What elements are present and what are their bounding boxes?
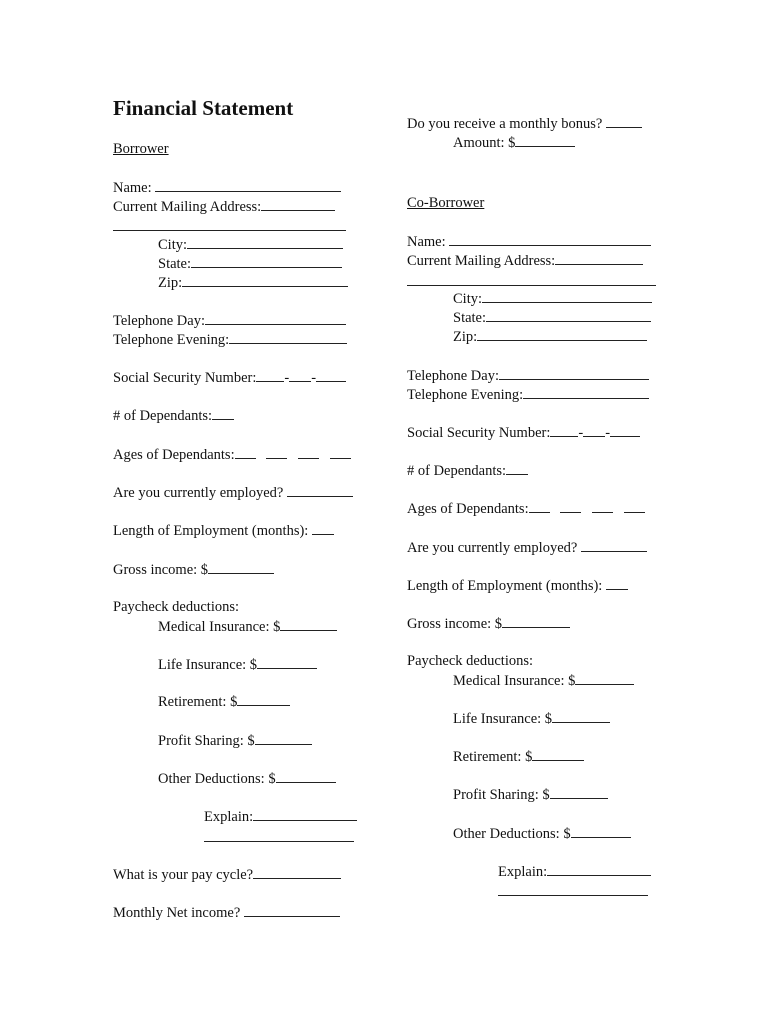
borrower-num-dep-field[interactable]: [212, 406, 234, 420]
bonus-amount-field[interactable]: [515, 133, 575, 147]
borrower-net-income-row: Monthly Net income?: [113, 903, 340, 922]
coborrower-retirement-field[interactable]: [532, 747, 584, 761]
borrower-employed-row: Are you currently employed?: [113, 483, 353, 502]
coborrower-zip-field[interactable]: [477, 327, 647, 341]
coborrower-mailing-field[interactable]: [555, 251, 643, 265]
coborrower-ages-dep-row: Ages of Dependants:: [407, 499, 645, 518]
borrower-deductions-label: Paycheck deductions:: [113, 599, 240, 615]
coborrower-heading: Co-Borrower: [407, 195, 485, 211]
coborrower-explain-field[interactable]: [547, 862, 651, 876]
borrower-explain-field-2[interactable]: [204, 841, 354, 842]
coborrower-num-dep-field[interactable]: [506, 461, 528, 475]
coborrower-age-field-3[interactable]: [592, 499, 613, 513]
borrower-ages-dep-row: Ages of Dependants:: [113, 445, 351, 464]
borrower-age-field-3[interactable]: [298, 445, 319, 459]
coborrower-profit-field[interactable]: [550, 785, 608, 799]
borrower-state-row: State:: [158, 254, 342, 273]
coborrower-ssn-row: Social Security Number: - -: [407, 423, 640, 442]
borrower-medical-row: Medical Insurance: $: [158, 617, 337, 636]
coborrower-gross-field[interactable]: [502, 614, 570, 628]
borrower-profit-row: Profit Sharing: $: [158, 731, 312, 750]
borrower-length-field[interactable]: [312, 521, 334, 535]
borrower-employed-field[interactable]: [287, 483, 353, 497]
borrower-mailing-row: Current Mailing Address:: [113, 197, 335, 216]
coborrower-other-row: Other Deductions: $: [453, 824, 631, 843]
borrower-age-field-1[interactable]: [235, 445, 256, 459]
coborrower-explain-field-2[interactable]: [498, 895, 648, 896]
borrower-ssn-row: Social Security Number: - -: [113, 368, 346, 387]
coborrower-tel-day-row: Telephone Day:: [407, 366, 649, 385]
borrower-pay-cycle-field[interactable]: [253, 865, 341, 879]
coborrower-age-field-4[interactable]: [624, 499, 645, 513]
borrower-life-row: Life Insurance: $: [158, 655, 317, 674]
coborrower-mailing-field-2[interactable]: [407, 285, 656, 286]
borrower-ssn-field-2[interactable]: [289, 368, 311, 382]
coborrower-length-field[interactable]: [606, 576, 628, 590]
coborrower-life-row: Life Insurance: $: [453, 709, 610, 728]
coborrower-city-row: City:: [453, 289, 652, 308]
borrower-other-field[interactable]: [276, 769, 336, 783]
borrower-profit-field[interactable]: [255, 731, 312, 745]
borrower-tel-day-row: Telephone Day:: [113, 311, 346, 330]
coborrower-tel-eve-field[interactable]: [523, 385, 649, 399]
coborrower-life-field[interactable]: [552, 709, 610, 723]
coborrower-tel-eve-row: Telephone Evening:: [407, 385, 649, 404]
coborrower-zip-row: Zip:: [453, 327, 647, 346]
borrower-ssn-field-1[interactable]: [256, 368, 284, 382]
borrower-gross-field[interactable]: [208, 560, 274, 574]
borrower-tel-eve-field[interactable]: [229, 330, 347, 344]
borrower-city-row: City:: [158, 235, 343, 254]
borrower-zip-row: Zip:: [158, 273, 348, 292]
borrower-city-field[interactable]: [187, 235, 343, 249]
coborrower-ssn-field-2[interactable]: [583, 423, 605, 437]
borrower-gross-row: Gross income: $: [113, 560, 274, 579]
coborrower-other-field[interactable]: [571, 824, 631, 838]
borrower-age-field-4[interactable]: [330, 445, 351, 459]
coborrower-name-row: Name:: [407, 232, 651, 251]
borrower-zip-field[interactable]: [182, 273, 348, 287]
coborrower-city-field[interactable]: [482, 289, 652, 303]
coborrower-tel-day-field[interactable]: [499, 366, 649, 380]
coborrower-num-dep-row: # of Dependants:: [407, 461, 528, 480]
coborrower-state-row: State:: [453, 308, 651, 327]
borrower-tel-day-field[interactable]: [205, 311, 346, 325]
borrower-heading: Borrower: [113, 141, 169, 157]
coborrower-profit-row: Profit Sharing: $: [453, 785, 608, 804]
borrower-length-row: Length of Employment (months):: [113, 521, 334, 540]
borrower-state-field[interactable]: [191, 254, 342, 268]
borrower-name-field[interactable]: [155, 178, 341, 192]
bonus-field[interactable]: [606, 114, 642, 128]
borrower-ssn-field-3[interactable]: [316, 368, 346, 382]
coborrower-age-field-2[interactable]: [560, 499, 581, 513]
coborrower-deductions-label: Paycheck deductions:: [407, 653, 534, 669]
coborrower-employed-field[interactable]: [581, 538, 647, 552]
borrower-life-field[interactable]: [257, 655, 317, 669]
borrower-mailing-field[interactable]: [261, 197, 335, 211]
coborrower-medical-field[interactable]: [575, 671, 634, 685]
coborrower-employed-row: Are you currently employed?: [407, 538, 647, 557]
borrower-age-field-2[interactable]: [266, 445, 287, 459]
borrower-explain-row: Explain:: [204, 807, 357, 826]
coborrower-name-field[interactable]: [449, 232, 651, 246]
borrower-mailing-field-2[interactable]: [113, 230, 346, 231]
borrower-retirement-row: Retirement: $: [158, 692, 290, 711]
page-title: Financial Statement: [113, 96, 294, 120]
bonus-amount-row: Amount: $: [453, 133, 575, 152]
coborrower-mailing-row: Current Mailing Address:: [407, 251, 643, 270]
bonus-row: Do you receive a monthly bonus?: [407, 114, 642, 133]
coborrower-ssn-field-3[interactable]: [610, 423, 640, 437]
borrower-num-dep-row: # of Dependants:: [113, 406, 234, 425]
borrower-pay-cycle-row: What is your pay cycle?: [113, 865, 341, 884]
borrower-medical-field[interactable]: [280, 617, 337, 631]
coborrower-ssn-field-1[interactable]: [550, 423, 578, 437]
coborrower-explain-row: Explain:: [498, 862, 651, 881]
borrower-other-row: Other Deductions: $: [158, 769, 336, 788]
coborrower-length-row: Length of Employment (months):: [407, 576, 628, 595]
coborrower-age-field-1[interactable]: [529, 499, 550, 513]
coborrower-medical-row: Medical Insurance: $: [453, 671, 634, 690]
borrower-net-income-field[interactable]: [244, 903, 340, 917]
coborrower-retirement-row: Retirement: $: [453, 747, 584, 766]
borrower-tel-eve-row: Telephone Evening:: [113, 330, 347, 349]
coborrower-gross-row: Gross income: $: [407, 614, 570, 633]
borrower-explain-field[interactable]: [253, 807, 357, 821]
borrower-retirement-field[interactable]: [237, 692, 290, 706]
borrower-name-row: Name:: [113, 178, 341, 197]
coborrower-state-field[interactable]: [486, 308, 651, 322]
